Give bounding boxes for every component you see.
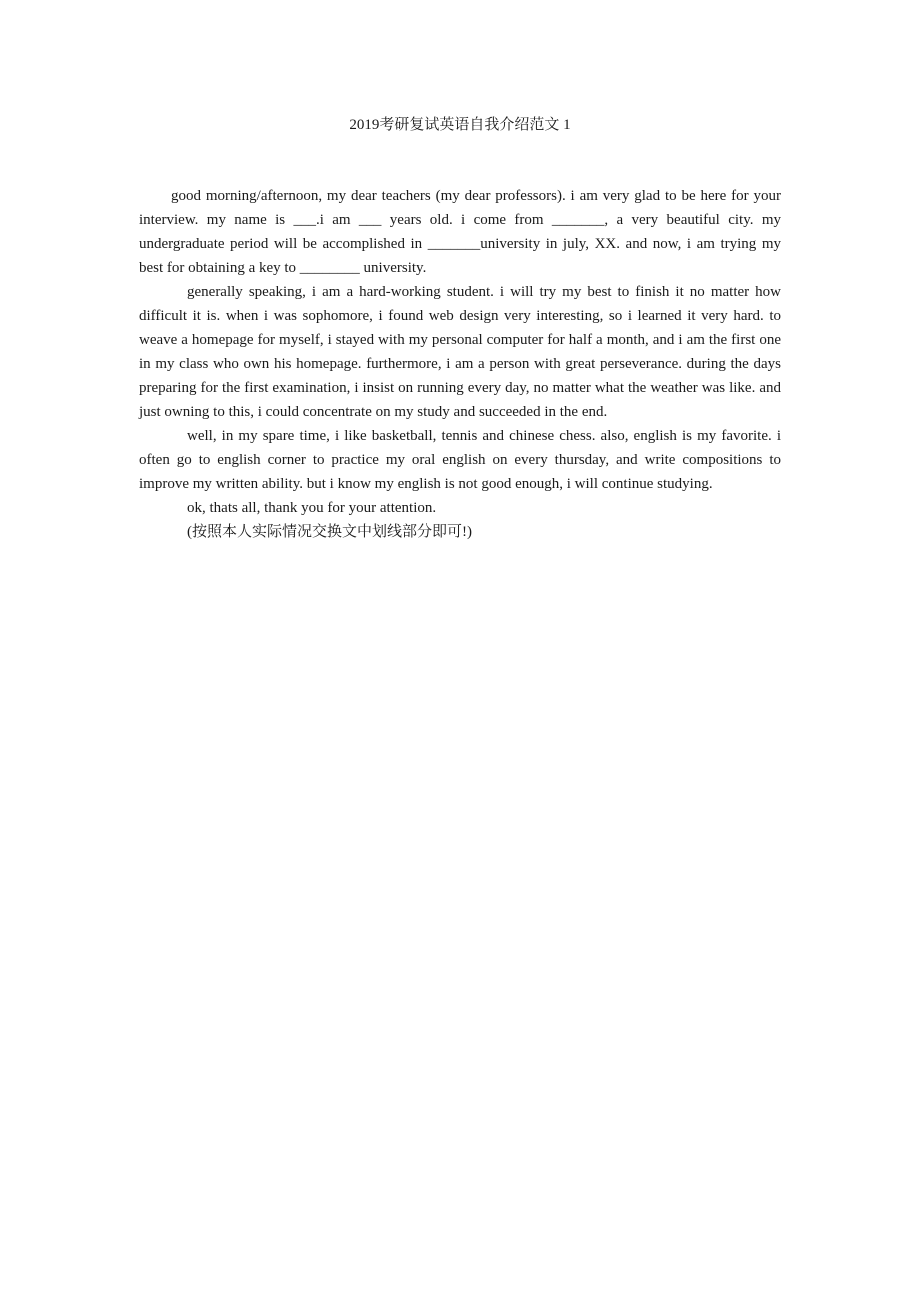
paragraph-closing: ok, thats all, thank you for your attention. [187, 500, 437, 516]
document-body [139, 184, 781, 544]
paragraph-introduction: good morning/afternoon, my dear teachers (my dear professors). i am very glad to be here for your interview. my name is ___.i am ___ years old. i come from _______, a very beautiful city. my undergraduate period will be accomplished in _______university in july, XX. and now, i am trying my best for obtaining a key to ________ university. [139, 188, 781, 276]
paragraph-note: (按照本人实际情况交换文中划线部分即可!) [187, 524, 472, 540]
paragraph-personality: generally speaking, i am a hard-working student. i will try my best to finish it no matter how difficult it is. when i was sophomore, i found web design very interesting, so i learned it very hard. to weave a homepage for myself, i stayed with my personal computer for half a month, and i am the first one in my class who own his homepage. furthermore, i am a person with great perseverance. during the days preparing for the first examination, i insist on running every day, no matter what the weather was like. and just owning to this, i could concentrate on my study and succeeded in the end. [139, 284, 781, 420]
document-title: 2019考研复试英语自我介绍范文 1 [349, 117, 571, 133]
paragraph-hobbies: well, in my spare time, i like basketball, tennis and chinese chess. also, english is my favorite. i often go to english corner to practice my oral english on every thursday, and write compositions to improve my written ability. but i know my english is not good enough, i will continue studying. [139, 428, 781, 492]
